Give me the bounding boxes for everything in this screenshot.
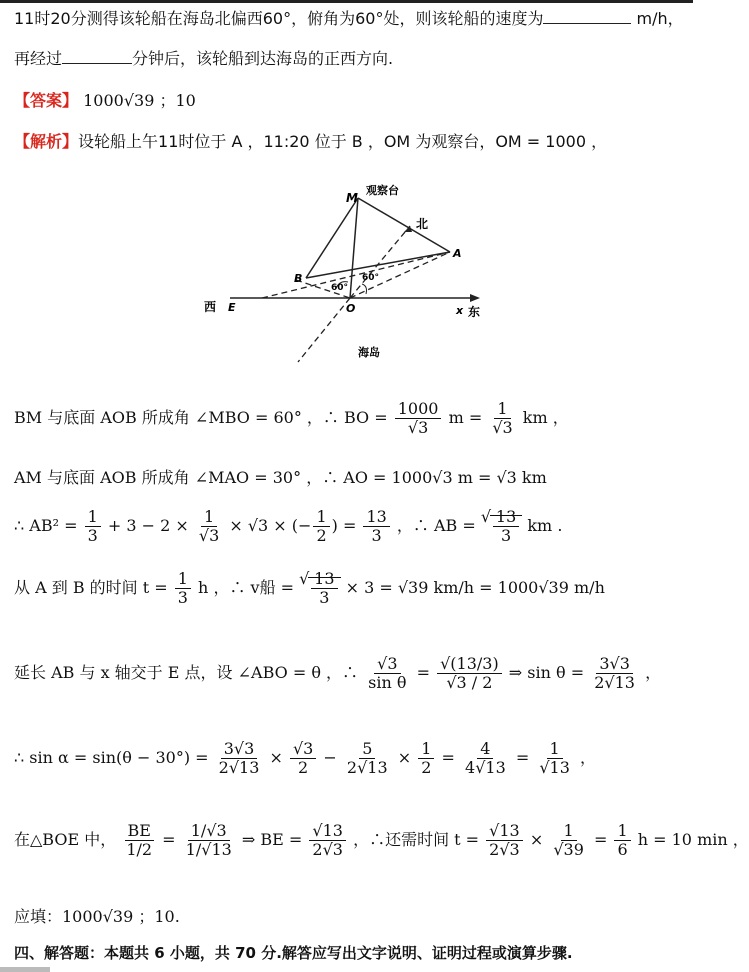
label-angle-1: 60° [362, 273, 380, 283]
label-O: O [346, 302, 356, 315]
step-text: BM 与底面 AOB 所成角 ∠MBO = 60° ，∴ BO = [14, 408, 388, 427]
bottom-scroll-indicator [0, 967, 50, 972]
fraction [290, 740, 316, 777]
numerator: 1 [494, 400, 510, 419]
analysis-line [14, 129, 607, 152]
step-text: ， [580, 748, 597, 767]
line-MO [350, 198, 358, 298]
fraction [175, 570, 191, 607]
numerator: 1 [418, 740, 434, 759]
numerator: 5 [359, 740, 375, 759]
label-A: A [453, 247, 462, 260]
numerator: √3 [374, 655, 400, 674]
label-west: 西 [204, 300, 217, 314]
answer-blank [543, 9, 631, 24]
problem-text: 11时20分测得该轮船在海岛北偏西60°，俯角为60°处，则该轮船的速度为 [14, 9, 544, 28]
denominator: 2√3 [312, 840, 343, 859]
step-5: 延长 AB 与 x 轴交于 E 点，设 ∠ABO = θ ，∴ $\frac{√3}{\text{sin θ}}$ = $\frac{√(13/3)}{√3 / 2}$ ⇒ sin θ = $\frac{3√3}{2√13}$ ， [14, 654, 662, 692]
step-text: ∴ AB² = [14, 516, 78, 535]
numerator: √13 [486, 822, 523, 841]
fraction [493, 508, 519, 545]
line-MA [358, 198, 450, 252]
denominator: 2√13 [346, 758, 388, 777]
label-north: 北 [416, 217, 429, 231]
step-text: = [441, 748, 455, 767]
denominator: 2 [421, 758, 432, 777]
fraction [363, 508, 389, 545]
fraction [395, 400, 442, 437]
step-text: 从 A 到 B 的时间 t = [14, 578, 168, 597]
step-7: 在△BOE 中， $\frac{BE}{1/2}$ = $\frac{1/√3}{1/√13}$ ⇒ BE = $\frac{√13}{2√3}$ ，∴还需时间 t = $\frac{√13}{2√3}$ × $\frac{1}{√39}$ = $\frac{1}{6}$ h = 10 min ， [14, 821, 749, 859]
denominator: 1/√13 [185, 840, 232, 859]
step-text: × √3 × [229, 516, 287, 535]
fraction [365, 655, 409, 692]
numerator: 4 [477, 740, 493, 759]
problem-text: 分钟后，该轮船到达海岛的正西方向. [132, 49, 394, 68]
step-text: km . [527, 516, 563, 535]
north-ray [350, 226, 410, 298]
denominator: 2 [316, 526, 327, 545]
step-6: ∴ sin α = sin(θ − 30°) = $\frac{3√3}{2√13}$ × $\frac{√3}{2}$ − $\frac{5}{2√13}$ × $\frac{1}{2}$ = $\frac{4}{4√13}$ = $\frac{1}{√13}$ ， [14, 739, 597, 777]
fraction [313, 508, 329, 545]
fraction [309, 822, 346, 859]
answer-label: 【答案】 [14, 91, 79, 110]
label-angle-2: 60° [331, 283, 349, 293]
denominator: √13 [539, 758, 570, 777]
fraction [437, 655, 502, 692]
fraction [344, 740, 391, 777]
numerator: 1 [85, 508, 101, 527]
step-4 [14, 570, 605, 607]
denominator: 2√13 [594, 673, 635, 692]
answer-line [14, 88, 196, 111]
step-text: km ， [522, 408, 569, 427]
sqrt [481, 508, 522, 545]
denominator: sin θ [368, 673, 407, 692]
denominator: 1/2 [126, 840, 153, 859]
step-text: × 3 = √39 km/h = 1000√39 m/h [345, 578, 605, 597]
x-axis-arrow [470, 294, 480, 302]
unit-text: m/h， [636, 9, 684, 28]
line-EA [262, 252, 450, 298]
denominator: √3 [198, 526, 220, 545]
label-E: E [228, 301, 236, 314]
denominator: 2 [298, 758, 309, 777]
step-text: − [323, 748, 337, 767]
numerator: BE [125, 822, 154, 841]
numerator: 1 [614, 822, 630, 841]
label-tower: 观察台 [366, 184, 399, 197]
step-text: ，∴ AB = [396, 516, 476, 535]
section-heading [14, 942, 573, 963]
fill-answer [14, 904, 180, 927]
step-text: × [397, 748, 412, 767]
step-2 [14, 465, 547, 488]
step-text: 应填：1000√39 ；10. [14, 907, 180, 926]
fraction [614, 822, 630, 859]
numerator: √ 13 [311, 570, 337, 589]
analysis-text: 设轮船上午11时位于 A ，11:20 位于 B ，OM 为观察台，OM = 1000 ， [78, 132, 608, 151]
numerator: √13 [309, 822, 346, 841]
step-text: m = [448, 408, 483, 427]
step-text: ⇒ BE = [241, 830, 303, 849]
fraction [183, 822, 235, 859]
denominator: √3 [492, 418, 513, 437]
fraction [489, 400, 515, 437]
fraction [418, 740, 434, 777]
step-text: AM 与底面 AOB 所成角 ∠MAO = 30° ，∴ AO = 1000√3 m = √3 km [14, 468, 547, 487]
fraction [311, 570, 337, 607]
denominator: √3 / 2 [446, 673, 493, 692]
label-east: 东 [468, 305, 481, 319]
label-island: 海岛 [358, 346, 380, 359]
sqrt [299, 570, 340, 607]
fraction [123, 822, 155, 859]
numerator: 1000 [395, 400, 442, 419]
label-x: x [456, 304, 464, 317]
step-text: h = 10 min ， [637, 830, 749, 849]
step-text: 在△BOE 中， [14, 830, 117, 849]
section-title: 四、解答题：本题共 6 小题，共 70 分.解答应写出文字说明、证明过程或演算步骤. [14, 944, 573, 962]
denominator: √3 [407, 418, 429, 437]
denominator: 3 [319, 588, 330, 607]
answer-value: 1000√39 ；10 [83, 91, 196, 110]
denominator: 2√13 [218, 758, 260, 777]
analysis-label: 【解析】 [14, 132, 79, 151]
step-text: ⇒ sin θ = [508, 663, 585, 682]
numerator: 3√3 [221, 740, 258, 759]
denominator: 2√3 [489, 840, 520, 859]
numerator: 1 [175, 570, 191, 589]
label-B: B [294, 272, 303, 285]
step-text: = [342, 516, 357, 535]
numerator: 3√3 [596, 655, 633, 674]
step-text: 延长 AB 与 x 轴交于 E 点，设 ∠ABO = θ ，∴ [14, 663, 359, 682]
denominator: 3 [87, 526, 98, 545]
numerator: √(13/3) [437, 655, 502, 674]
numerator: 13 [363, 508, 389, 527]
problem-line-2 [14, 46, 393, 69]
numerator: 1 [201, 508, 217, 527]
fraction [486, 822, 523, 859]
step-1 [14, 400, 569, 437]
line-MB [306, 198, 358, 278]
top-border [0, 0, 693, 3]
denominator: √39 [553, 840, 584, 859]
denominator: 3 [177, 588, 188, 607]
numerator: 1 [561, 822, 577, 841]
label-M: M [346, 191, 358, 205]
fraction [216, 740, 263, 777]
fraction [462, 740, 509, 777]
answer-blank [62, 49, 132, 64]
fraction [550, 822, 587, 859]
step-text: + 3 − 2 × [107, 516, 189, 535]
fraction [591, 655, 638, 692]
line-O-down [298, 298, 350, 362]
denominator: 4√13 [465, 758, 506, 777]
problem-line-1 [14, 6, 684, 29]
fraction [536, 740, 573, 777]
denominator: 6 [617, 840, 628, 859]
fraction [85, 508, 101, 545]
numerator: 1 [547, 740, 563, 759]
step-text: ，∴还需时间 t = [353, 830, 480, 849]
problem-text: 再经过 [14, 49, 63, 68]
step-3: ∴ AB² = $\frac{1}{3}$ + 3 − 2 × $\frac{1}{√3}$ × √3 × (− $\frac{1}{2}$ ) = $\frac{13}{3}$ ，∴ AB = √ $\frac{13}{3}$ km . [14, 508, 562, 545]
numerator: √ 13 [493, 508, 519, 527]
denominator: 3 [500, 526, 512, 545]
denominator: 3 [371, 526, 382, 545]
numerator: √3 [290, 740, 316, 759]
step-text: ∴ sin α = sin(θ − 30°) = [14, 748, 209, 767]
step-text: ， [645, 663, 662, 682]
step-text: h ，∴ v船 = [198, 578, 295, 597]
numerator: 1/√3 [188, 822, 230, 841]
geometry-figure [0, 170, 693, 390]
numerator: 1 [313, 508, 329, 527]
fraction [196, 508, 222, 545]
